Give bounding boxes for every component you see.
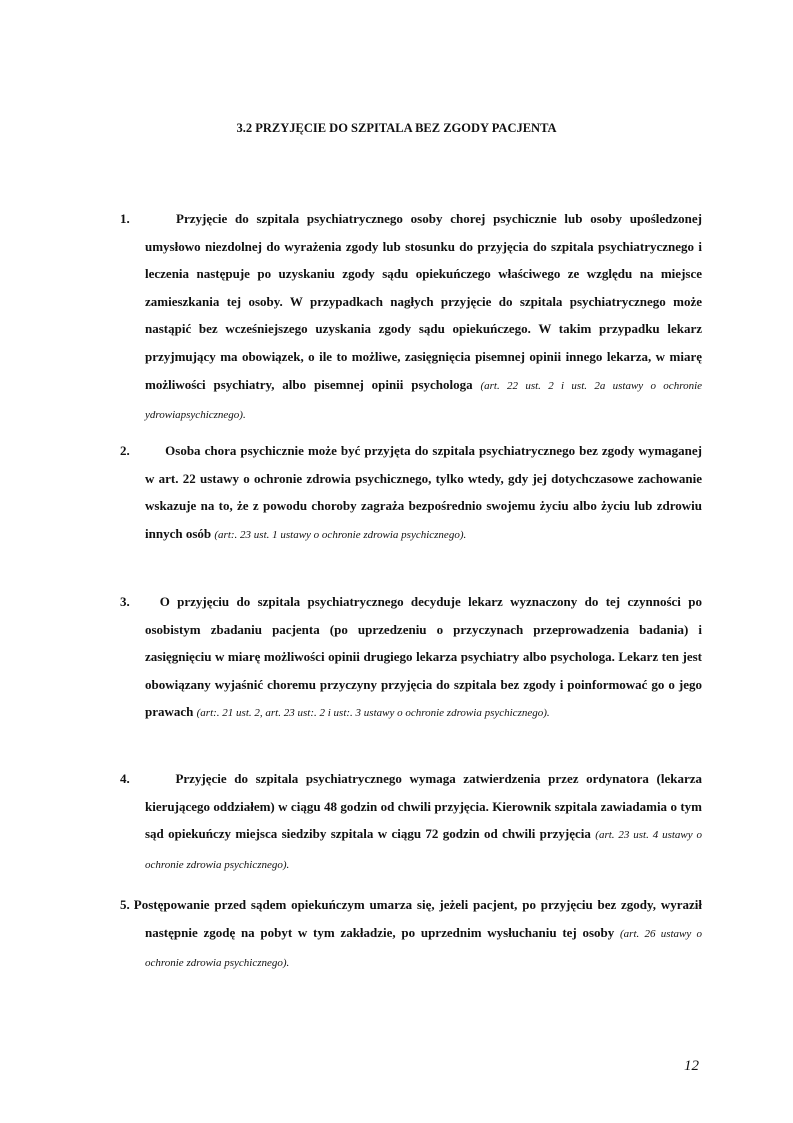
list-item-text: Postępowanie przed sądem opiekuńczym umarza się, jeżeli pacjent, po przyjęciu bez zgody, wyraził następnie zgodę na pobyt w tym zakładzie, po uprzednim wysłuchaniu tej osoby	[133, 897, 702, 940]
list-item	[120, 588, 702, 728]
list-item-text: O przyjęciu do szpitala psychiatrycznego decyduje lekarz wyznaczony do tej czynności po osobistym zbadaniu pacjenta (po uprzedzeniu o przyczynach przeprowadzenia badania) i zasięgnięciu w miarę możliwości opinii drugiego lekarza psychiatry albo psychologa. Lekarz ten jest obowiązany wyjaśnić choremu przyczyny przyjęcia do szpitala bez zgody i poinformować go o jego prawach	[145, 594, 702, 720]
list-item-text: Przyjęcie do szpitala psychiatrycznego osoby chorej psychicznie lub osoby upośledzonej umysłowo niezdolnej do wyrażenia zgody lub stosunku do przyjęcia do szpitala psychiatrycznego i leczenia następuje po uzyskaniu zgody sądu opiekuńczego właściwego ze względu na miejsce zamieszkania tej osoby. W przypadkach nagłych przyjęcie do szpitala psychiatrycznego może nastąpić bez wcześniejszego uzyskania zgody sądu opiekuńczego. W takim przypadku lekarz przyjmujący ma obowiązek, o ile to możliwe, zasięgnięcia pisemnej opinii innego lekarza, w miarę możliwości psychiatry, albo pisemnej opinii psychologa	[145, 211, 703, 392]
list-item-citation: (art. 23 ust. 4 ustawy o ochronie zdrowia psychicznego).	[145, 829, 702, 871]
list-item-body	[120, 205, 702, 430]
list-item-body	[120, 588, 702, 728]
page-title: 3.2 PRZYJĘCIE DO SZPITALA BEZ ZGODY PACJENTA	[236, 121, 557, 135]
list-item-body	[120, 765, 702, 879]
list-item	[120, 765, 702, 879]
page-number: 12	[684, 1058, 699, 1074]
list-item-number: 5.	[120, 897, 130, 912]
list-item-citation: (art. 22 ust. 2 i ust. 2a ustawy o ochronie ydrowiapsychicznego).	[145, 379, 703, 422]
list-item-body	[120, 891, 702, 978]
list-item	[120, 205, 702, 430]
list-item-body	[120, 437, 702, 549]
list-item-text: Przyjęcie do szpitala psychiatrycznego wymaga zatwierdzenia przez ordynatora (lekarza kierującego oddziałem) w ciągu 48 godzin od chwili przyjęcia. Kierownik szpitala zawiadamia o tym sąd opiekuńczy miejsca siedziby szpitala w ciągu 72 godzin od chwili przyjęcia	[145, 771, 703, 842]
list-item	[120, 437, 702, 549]
list-item-text: Osoba chora psychicznie może być przyjęta do szpitala psychiatrycznego bez zgody wymaganej w art. 22 ustawy o ochronie zdrowia psychicznego, tylko wtedy, gdy jej dotychczasowe zachowanie wskazuje na to, że z powodu choroby zagraża bezpośrednio swojemu życiu albo życiu lub zdrowiu innych osób	[145, 443, 702, 541]
list-item-citation: (art. 26 ustawy o ochronie zdrowia psychicznego).	[145, 927, 703, 970]
list-item-citation: (art:. 23 ust. 1 ustawy o ochronie zdrowia psychicznego).	[214, 528, 467, 541]
list-item-number: 3.	[120, 594, 130, 609]
list-item-number: 4.	[120, 771, 130, 786]
list-item-number: 1.	[120, 211, 130, 226]
list-item	[120, 891, 702, 978]
list-item-citation: (art:. 21 ust. 2, art. 23 ust:. 2 i ust:. 3 ustawy o ochronie zdrowia psychicznego).	[196, 707, 550, 720]
list-item-number: 2.	[120, 443, 130, 458]
